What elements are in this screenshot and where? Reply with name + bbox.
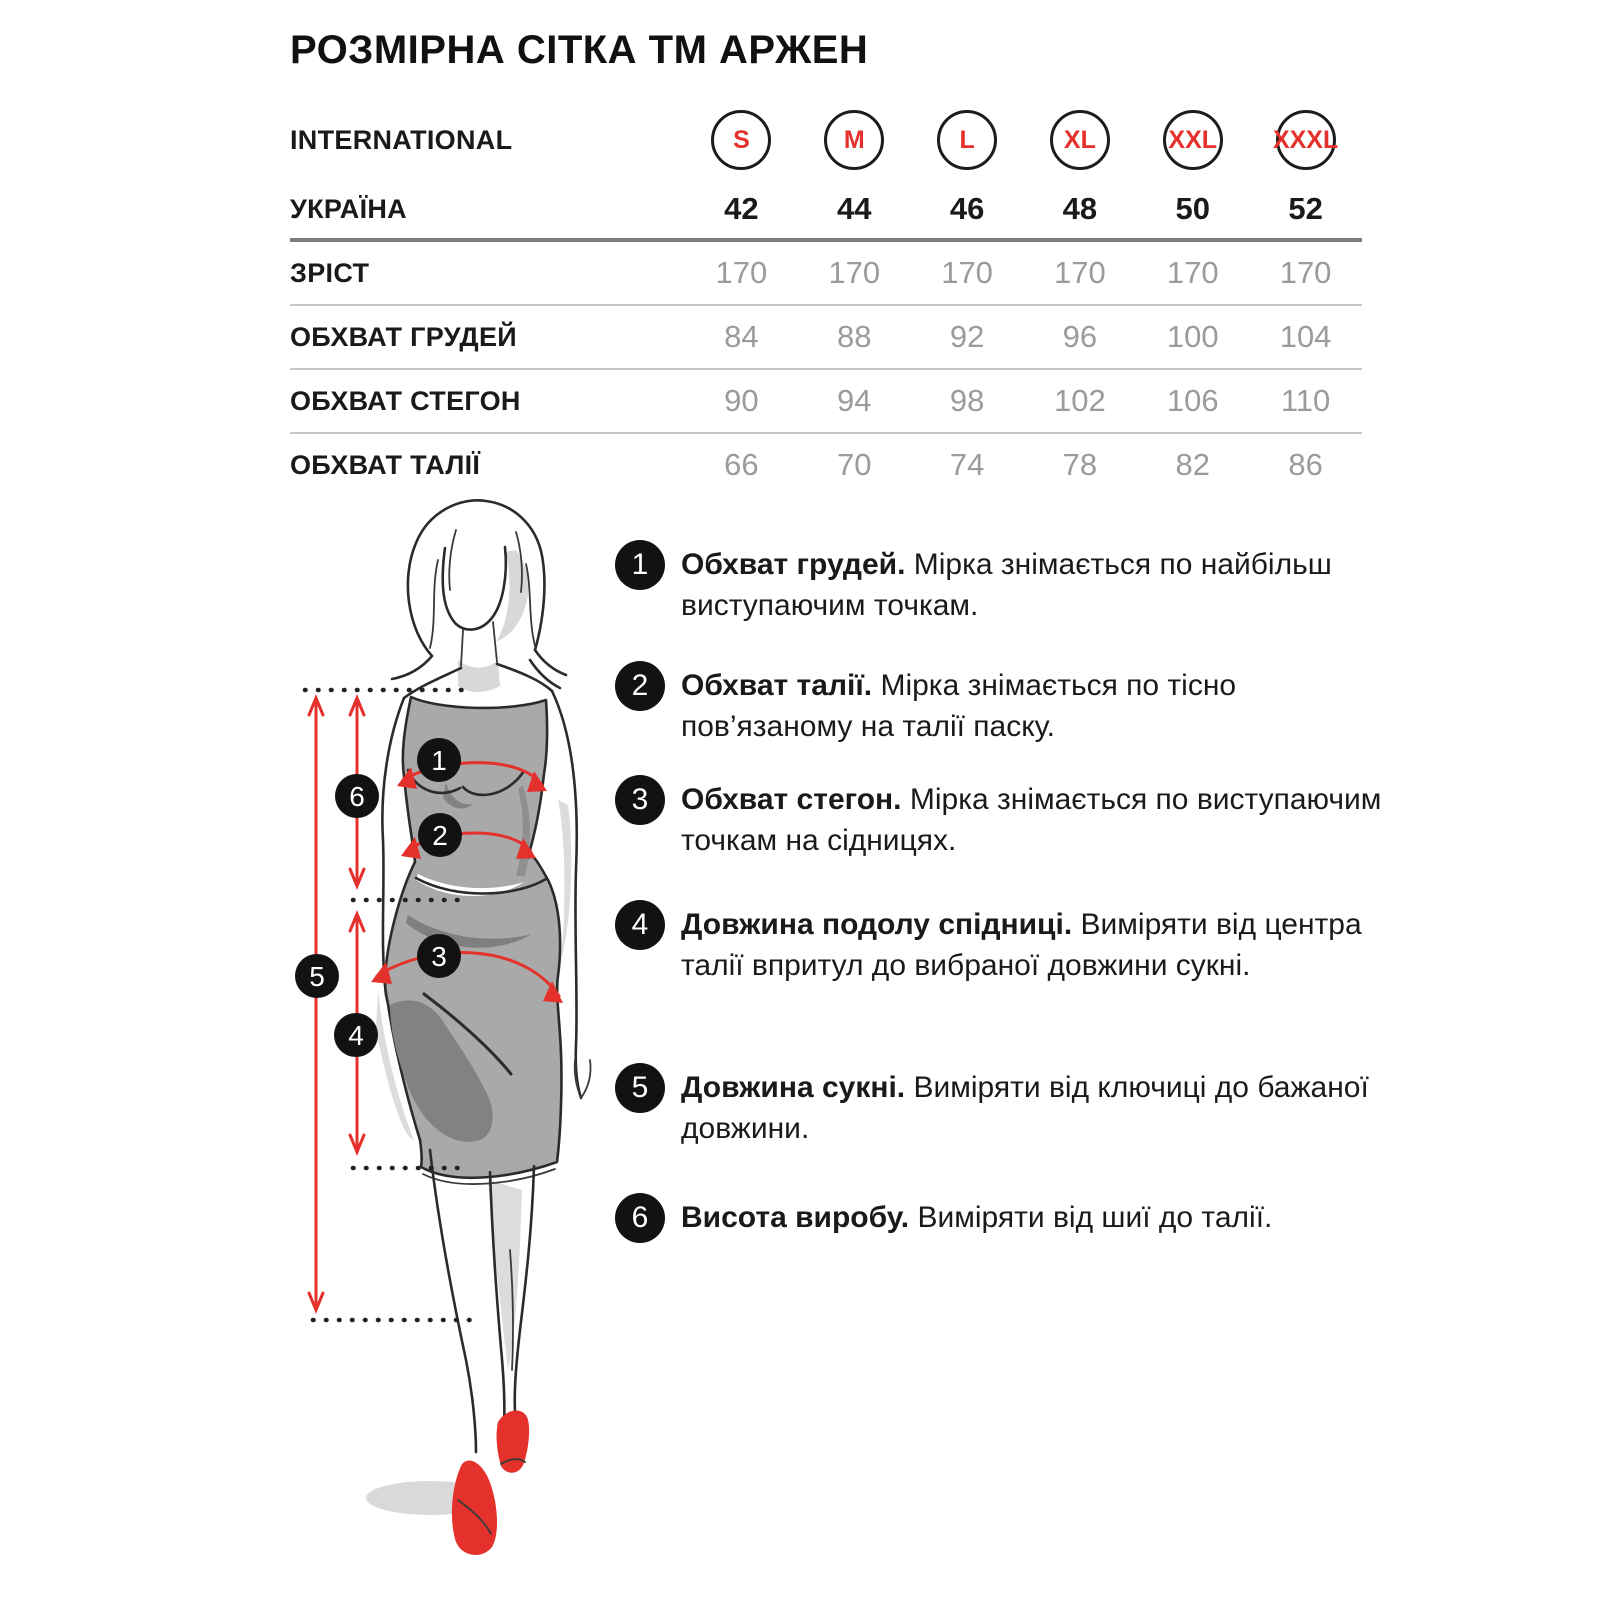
page-title: РОЗМІРНА СІТКА ТМ АРЖЕН	[290, 28, 869, 72]
table-cell: 70	[837, 447, 872, 482]
size-table-body	[290, 238, 1362, 496]
svg-text:5: 5	[309, 961, 325, 993]
table-cell: 170	[1166, 255, 1219, 290]
table-cell: 84	[724, 319, 759, 354]
svg-text:4: 4	[348, 1020, 364, 1052]
table-cell: 170	[1054, 255, 1106, 290]
leg-shadow	[488, 1180, 522, 1370]
table-cell: 82	[1175, 447, 1210, 482]
table-cell: 102	[1054, 383, 1106, 418]
legend-item-skirt-length	[615, 900, 1391, 986]
legend-item-hips	[615, 775, 1391, 861]
legend-num-badge: 1	[615, 540, 665, 590]
table-cell: 98	[949, 383, 985, 418]
legend-item-bust	[615, 540, 1391, 626]
legend-desc: Мірка знімається по найбільш виступаючим точкам.	[681, 548, 1332, 622]
svg-text:1: 1	[431, 745, 447, 777]
hair-flick-left	[392, 656, 432, 679]
svg-text:6: 6	[349, 781, 365, 813]
figure-marker-2	[418, 813, 462, 857]
table-cell: 90	[724, 383, 759, 418]
size-badge-s: S	[711, 110, 771, 170]
legend-item-dress-length	[615, 1063, 1391, 1149]
face-outline	[443, 547, 506, 630]
svg-text:2: 2	[432, 820, 448, 852]
row-label: ЗРІСТ	[290, 257, 370, 288]
ukraine-label: УКРАЇНА	[290, 193, 407, 224]
size-badge-xxxl: XXXL	[1276, 110, 1336, 170]
legend-num-badge: 2	[615, 661, 665, 711]
neck-shadow	[458, 660, 500, 692]
ukraine-row	[290, 180, 1362, 238]
ukraine-size: 46	[949, 191, 985, 226]
figure-marker-1	[417, 738, 461, 782]
svg-text:3: 3	[431, 941, 447, 973]
ukraine-size: 50	[1175, 191, 1210, 226]
legend-term: Обхват талії.	[681, 669, 873, 702]
table-cell: 78	[1062, 447, 1098, 482]
table-cell: 74	[949, 447, 985, 482]
legend-desc: Виміряти від центра талії впритул до вибраної довжини сукні.	[681, 908, 1362, 982]
size-table	[290, 100, 1362, 496]
table-cell: 170	[828, 255, 881, 290]
legend-num-badge: 4	[615, 900, 665, 950]
table-cell: 106	[1166, 383, 1219, 418]
international-label: INTERNATIONAL	[290, 124, 513, 155]
table-row-hips	[290, 368, 1362, 432]
table-cell: 94	[837, 383, 872, 418]
leg-front-outer	[430, 1150, 476, 1452]
legend-term: Висота виробу.	[681, 1201, 910, 1234]
ukraine-size: 44	[837, 191, 872, 226]
legend-num-badge: 5	[615, 1063, 665, 1113]
measurement-figure-illustration	[280, 490, 620, 1600]
size-badge-xxl: XXL	[1163, 110, 1223, 170]
legend-num-badge: 6	[615, 1193, 665, 1243]
table-cell: 92	[949, 319, 985, 354]
shoe-front	[452, 1461, 497, 1555]
figure-marker-4	[334, 1013, 378, 1057]
hair-strand-right	[526, 564, 535, 646]
legend-desc: Виміряти від шиї до талії.	[917, 1201, 1273, 1234]
table-cell: 170	[941, 255, 993, 290]
hair-flick-right	[530, 650, 566, 688]
legend-desc: Мірка знімається по виступаючим точкам на сідницях.	[681, 783, 1382, 857]
table-cell: 170	[715, 255, 768, 290]
legend-term: Обхват грудей.	[681, 548, 906, 581]
legend-desc: Виміряти від ключиці до бажаної довжини.	[681, 1071, 1369, 1145]
table-row-height	[290, 242, 1362, 304]
table-cell: 104	[1279, 319, 1332, 354]
international-row	[290, 100, 1362, 180]
table-cell: 100	[1166, 319, 1219, 354]
table-row-bust	[290, 304, 1362, 368]
legend-desc: Мірка знімається по тісно пов’язаному на талії паску.	[681, 669, 1237, 743]
ukraine-size: 52	[1288, 191, 1323, 226]
table-cell: 170	[1279, 255, 1332, 290]
ukraine-size: 48	[1062, 191, 1098, 226]
arrow-dress-length	[309, 698, 323, 1310]
legend-term: Обхват стегон.	[681, 783, 902, 816]
size-badge-xl: XL	[1050, 110, 1110, 170]
size-badge-l: L	[937, 110, 997, 170]
table-cell: 110	[1280, 383, 1331, 418]
hair-strand-left	[430, 560, 438, 648]
table-cell: 86	[1288, 447, 1323, 482]
figure-marker-6	[335, 774, 379, 818]
row-label: ОБХВАТ ГРУДЕЙ	[290, 321, 517, 352]
legend-num-badge: 3	[615, 775, 665, 825]
legend-item-product-height	[615, 1193, 1391, 1243]
legend-item-waist	[615, 661, 1391, 747]
figure-marker-3	[417, 934, 461, 978]
row-label: ОБХВАТ ТАЛІЇ	[290, 449, 481, 480]
ukraine-size: 42	[724, 191, 759, 226]
row-label: ОБХВАТ СТЕГОН	[290, 385, 521, 416]
table-row-waist	[290, 432, 1362, 496]
table-cell: 96	[1062, 319, 1098, 354]
size-badge-m: M	[824, 110, 884, 170]
table-cell: 66	[724, 447, 759, 482]
legend-term: Довжина подолу спідниці.	[681, 908, 1073, 941]
legend-term: Довжина сукні.	[681, 1071, 906, 1104]
figure-marker-5	[295, 954, 339, 998]
table-cell: 88	[837, 319, 872, 354]
